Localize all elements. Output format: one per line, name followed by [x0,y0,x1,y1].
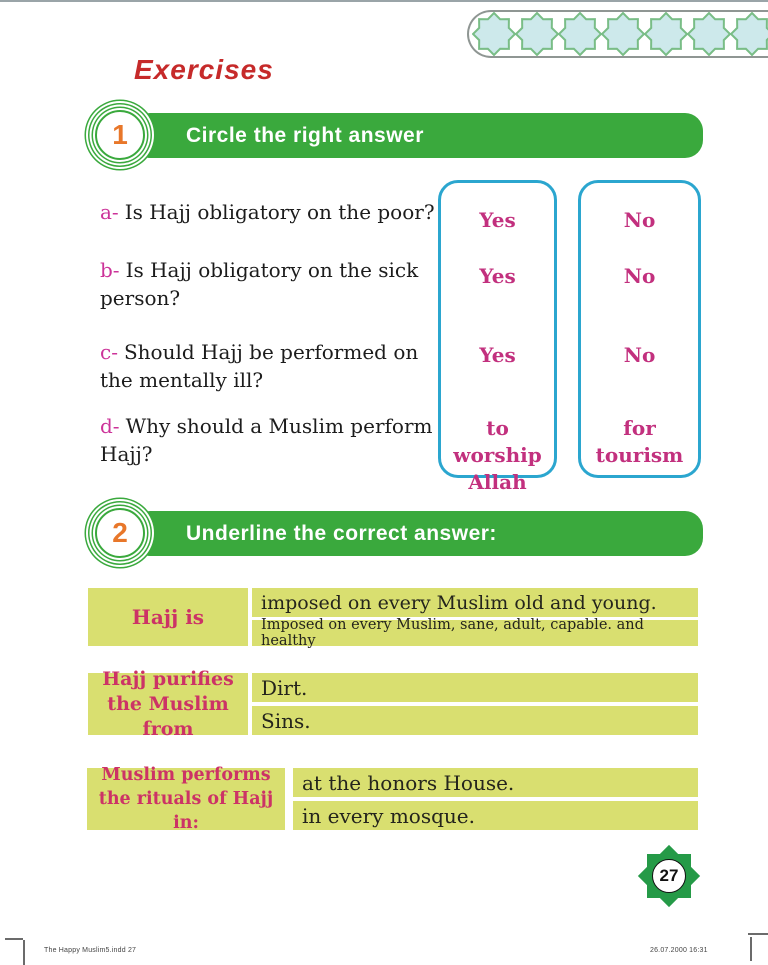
answer-column-no [578,180,701,478]
answer-option[interactable]: to worship Allah [453,416,542,494]
answer-option[interactable]: No [623,208,656,232]
page-number-star-icon [638,845,700,907]
page-title: Exercises [134,54,274,85]
match-row-option[interactable]: Imposed on every Muslim, sane, adult, capable. and healthy [252,620,698,646]
answer-option[interactable]: Yes [479,343,516,367]
match-row-option[interactable]: at the honors House. [293,768,698,797]
answer-option[interactable]: Yes [479,208,516,232]
question-a [100,198,448,226]
question-a-letter: a- [100,200,119,224]
exercise1-number: 1 [112,119,128,150]
match-row-label: Muslim performs the rituals of Hajj in: [87,768,285,830]
question-b-text: Is Hajj obligatory on the sick person? [100,258,419,310]
crop-mark [5,938,23,940]
answer-column-yes [438,180,557,494]
page-bottom-rule [0,0,768,2]
question-c-letter: c- [100,340,118,364]
match-row-option[interactable]: in every mosque. [293,801,698,830]
exercise1-banner [140,113,703,158]
exercise2-number: 2 [112,517,128,548]
answer-option[interactable]: No [623,264,656,288]
question-a-text: Is Hajj obligatory on the poor? [124,200,435,224]
exercise1-number-badge [95,110,145,160]
match-row-label: Hajj purifies the Muslim from [88,673,248,735]
exercise2-number-badge [95,508,145,558]
exercise1-title: Circle the right answer [186,124,424,147]
answer-option[interactable]: for tourism [595,416,684,467]
footer-filename: The Happy Muslim5.indd 27 [44,947,137,954]
match-row-label: Hajj is [88,588,248,646]
page-number: 27 [652,859,686,893]
question-d-letter: d- [100,414,120,438]
answer-option[interactable]: No [623,343,656,367]
eight-point-star-icon [644,12,688,56]
match-row-option[interactable]: imposed on every Muslim old and young. [252,588,698,617]
question-d [100,412,448,468]
eight-point-star-icon [558,12,602,56]
eight-point-star-icon [472,12,516,56]
eight-point-star-icon [601,12,645,56]
match-row-option[interactable]: Dirt. [252,673,698,702]
question-c-text: Should Hajj be performed on the mentally ill? [100,340,419,392]
match-row-option[interactable]: Sins. [252,706,698,735]
question-c [100,338,448,394]
exercise2-banner [140,511,703,556]
eight-point-star-icon [687,12,731,56]
exercise2-title: Underline the correct answer: [186,522,497,545]
crop-mark [748,933,768,935]
eight-point-star-icon [515,12,559,56]
question-d-text: Why should a Muslim perform Hajj? [100,414,433,466]
footer-timestamp: 26.07.2000 16:31 [650,947,708,954]
eight-point-star-icon [730,12,768,56]
crop-mark [750,937,752,961]
answer-option[interactable]: Yes [479,264,516,288]
crop-mark [23,940,25,965]
question-b [100,256,448,312]
decorative-star-border [467,10,768,58]
question-b-letter: b- [100,258,120,282]
